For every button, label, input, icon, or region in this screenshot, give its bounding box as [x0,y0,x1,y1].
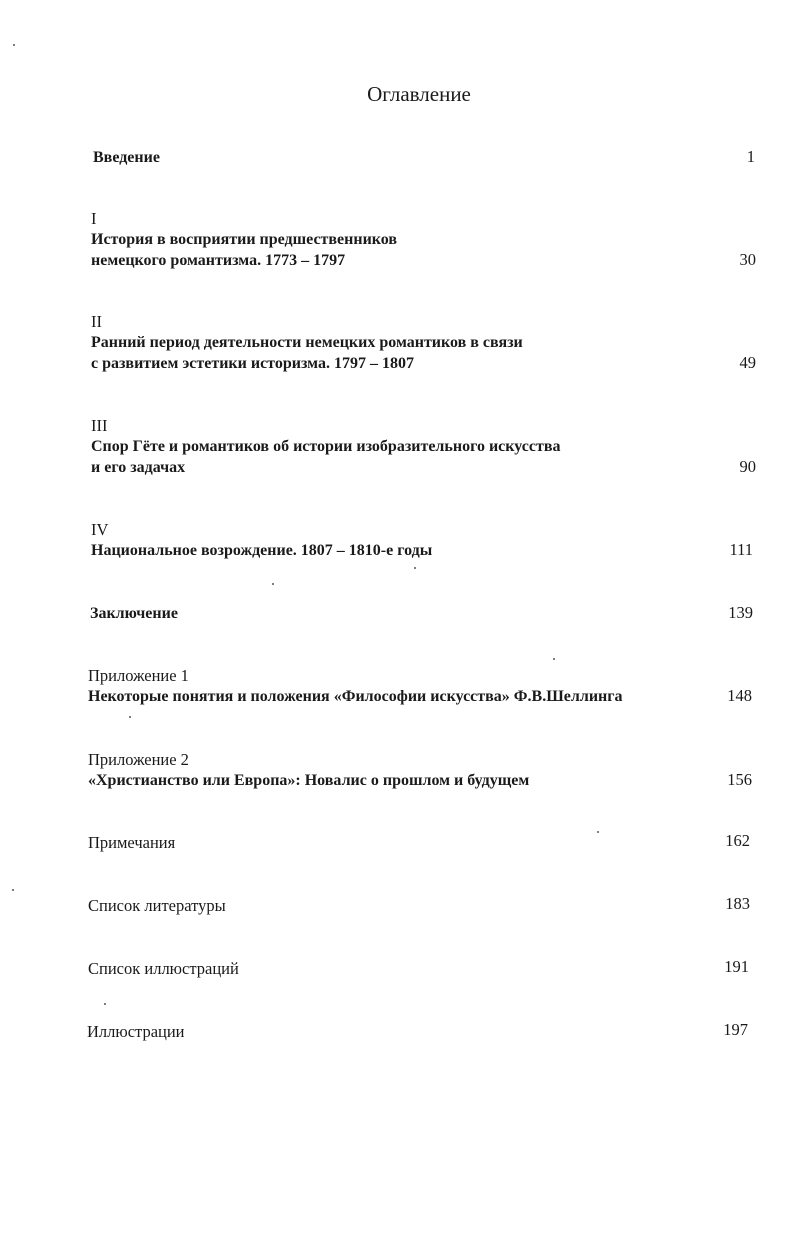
toc-entry-list-of-illustrations[interactable] [88,958,239,979]
toc-page-number: 139 [728,603,753,622]
toc-entry-chapter-2[interactable] [91,311,523,374]
toc-chapter-label: IV [91,520,109,539]
toc-page-number: 183 [725,894,750,913]
toc-page-number: 197 [723,1020,748,1039]
toc-entry-text: «Христианство или Европа»: Новалис о прошлом и будущем [88,772,530,789]
toc-page-number: 156 [727,770,752,789]
toc-entry-introduction[interactable] [93,147,160,168]
toc-entry-text: с развитием эстетики историзма. 1797 – 1807 [91,355,414,372]
page-title: Оглавление [367,82,471,106]
toc-page-number: 90 [739,457,756,476]
scan-speck [414,567,416,569]
toc-chapter-label: III [91,416,108,435]
toc-entry-text: Спор Гёте и романтиков об истории изобразительного искусства [91,438,561,455]
toc-page-number: 1 [746,147,755,166]
toc-appendix-label: Приложение 2 [88,750,189,769]
toc-entry-text: Некоторые понятия и положения «Философии искусства» Ф.В.Шеллинга [88,688,623,705]
toc-entry-notes[interactable] [88,832,175,853]
toc-entry-text: и его задачах [91,459,186,476]
toc-appendix-label: Приложение 1 [88,666,189,685]
toc-entry-chapter-4[interactable] [91,519,432,561]
toc-entry-text: Национальное возрождение. 1807 – 1810-е годы [91,542,433,559]
toc-entry-chapter-1[interactable] [91,208,397,271]
toc-chapter-label: II [91,312,102,331]
scan-speck [129,716,131,718]
toc-page-number: 49 [739,353,756,372]
scan-speck [553,658,555,660]
toc-page-number: 30 [739,250,756,269]
toc-entry-appendix-2[interactable] [88,749,529,791]
toc-chapter-label: I [91,209,97,228]
toc-entry-text: История в восприятии предшественников [91,231,398,248]
toc-page-number: 148 [727,686,752,705]
toc-entry-conclusion[interactable] [90,603,178,624]
toc-entry-text: Список иллюстраций [88,959,239,978]
toc-entry-text: Заключение [90,605,178,622]
toc-entry-text: немецкого романтизма. 1773 – 1797 [91,252,346,269]
scan-speck [597,831,599,833]
toc-entry-text: Иллюстрации [87,1022,185,1041]
toc-entry-text: Введение [93,149,160,166]
toc-entry-text: Список литературы [88,896,226,915]
toc-entry-text: Ранний период деятельности немецких романтиков в связи [91,334,523,351]
toc-entry-appendix-1[interactable] [88,665,623,707]
toc-entry-chapter-3[interactable] [91,415,560,478]
toc-entry-text: Примечания [88,833,176,852]
toc-entry-illustrations[interactable] [87,1021,185,1042]
scan-speck [12,889,14,891]
scan-speck [272,583,274,585]
scan-speck [13,44,15,46]
scan-speck [104,1003,106,1005]
toc-page-number: 111 [729,540,753,559]
toc-entry-bibliography[interactable] [88,895,226,916]
toc-page-number: 191 [724,957,749,976]
toc-page-number: 162 [725,831,750,850]
